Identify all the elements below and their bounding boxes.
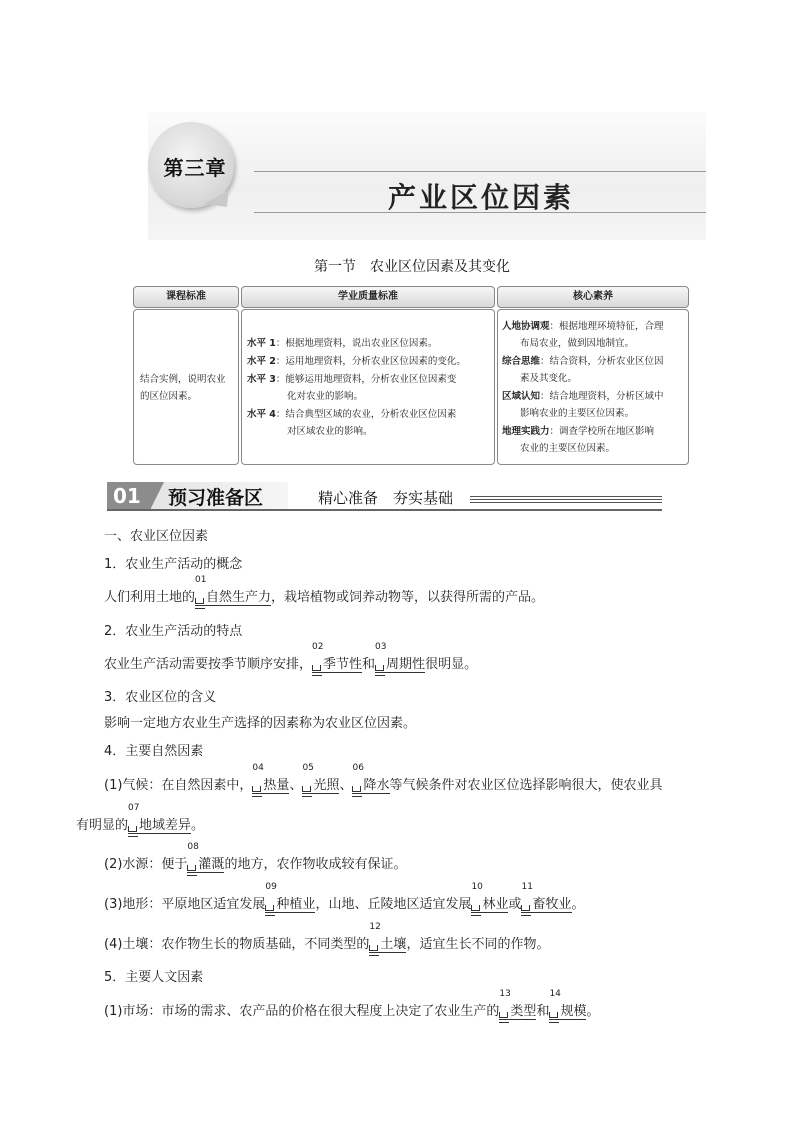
blank-marker-icon [549, 1012, 558, 1018]
literacy-cell [497, 309, 689, 465]
paragraph [104, 763, 663, 794]
literacy-text: ：调查学校所在地区影响 [549, 426, 655, 437]
literacy-label: 人地协调观 [502, 321, 550, 332]
fill-blank [369, 922, 407, 953]
blank-marker-underline [375, 675, 385, 676]
blank-marker-icon [128, 826, 137, 832]
blank-marker-icon [187, 865, 196, 871]
blank-answer: 热量 [263, 778, 290, 793]
section-title: 第一节 农业区位因素及其变化 [314, 259, 510, 275]
blank-marker-underline [369, 955, 379, 956]
paragraph [104, 882, 585, 913]
text-run: 很明显。 [425, 657, 478, 672]
blank-answer: 土壤 [380, 937, 407, 952]
blank-answer: 自然生产力 [206, 590, 272, 605]
text-run: 人们利用土地的 [104, 590, 196, 605]
header-literacy: 核心素养 [497, 286, 689, 308]
blank-number: 04 [252, 763, 264, 773]
preview-number: 01 [107, 482, 151, 510]
blank-number: 01 [195, 575, 207, 585]
quality-cell [241, 309, 495, 465]
literacy-text-cont: 素及其变化。 [520, 373, 578, 384]
text-run: 和 [362, 657, 376, 672]
fill-blank [521, 882, 572, 913]
text-run: (2)水源：便于 [104, 857, 188, 872]
text-run: 有明显的 [76, 818, 129, 833]
blank-answer: 季节性 [323, 657, 363, 672]
fill-blank [252, 763, 290, 794]
blank-marker-underline [499, 1022, 509, 1023]
literacy-item [502, 318, 664, 352]
preview-slant-shape [150, 482, 164, 510]
blank-number: 14 [549, 989, 561, 999]
blank-number: 11 [521, 882, 533, 892]
blank-number: 12 [369, 922, 381, 932]
blank-marker-underline [195, 608, 205, 609]
blank-marker-underline [471, 915, 481, 916]
blank-marker-underline [549, 1022, 559, 1023]
level-item [247, 371, 456, 405]
blank-number: 02 [312, 642, 324, 652]
subheading: 5．主要人文因素 [104, 970, 204, 985]
text-run: (4)土壤：农作物生长的物质基础，不同类型的 [104, 937, 370, 952]
blank-marker-icon [521, 905, 530, 911]
subheading: 2．农业生产活动的特点 [104, 624, 243, 639]
blank-marker-underline [252, 796, 262, 797]
blank-marker-icon [195, 598, 204, 604]
text-run: (1)市场：市场的需求、农产品的价格在很大程度上决定了农业生产的 [104, 1004, 500, 1019]
blank-answer: 林业 [482, 897, 509, 912]
blank-marker-icon [352, 786, 361, 792]
blank-number: 03 [375, 642, 387, 652]
literacy-item [502, 353, 664, 387]
blank-marker-underline [265, 915, 275, 916]
chapter-title: 产业区位因素 [388, 181, 575, 214]
level-label: 水平 3 [247, 374, 276, 385]
level-label: 水平 1 [247, 338, 276, 349]
text-run: 、 [289, 778, 303, 793]
level-text: ：根据地理资料，说出农业区位因素。 [275, 338, 438, 349]
curriculum-cell [133, 309, 239, 465]
text-run: 、 [339, 778, 353, 793]
blank-answer: 地域差异 [139, 818, 192, 833]
chapter-badge-label: 第三章 [163, 156, 227, 180]
fill-blank [187, 842, 225, 873]
level-text-cont: 化对农业的影响。 [287, 391, 364, 402]
level-item [247, 335, 437, 352]
blank-number: 05 [302, 763, 314, 773]
level-label: 水平 2 [247, 356, 276, 367]
text-run: 或 [508, 897, 522, 912]
preview-underline [107, 509, 662, 511]
text-run: 。 [571, 897, 585, 912]
text-run: 和 [536, 1004, 550, 1019]
level-item [247, 406, 456, 440]
literacy-text: ：结合资料，分析农业区位因 [540, 356, 664, 367]
blank-number: 09 [265, 882, 277, 892]
fill-blank [265, 882, 316, 913]
literacy-label: 区域认知 [502, 391, 541, 402]
fill-blank [128, 803, 192, 834]
fill-blank [375, 642, 426, 673]
blank-marker-underline [352, 796, 362, 797]
literacy-item [502, 423, 654, 457]
blank-answer: 降水 [363, 778, 390, 793]
subheading: 1．农业生产活动的概念 [104, 557, 243, 572]
subheading: 3．农业区位的含义 [104, 690, 217, 705]
blank-marker-icon [369, 945, 378, 951]
header-quality: 学业质量标准 [241, 286, 495, 308]
blank-marker-icon [252, 786, 261, 792]
preview-title: 预习准备区 [168, 487, 264, 509]
fill-blank [549, 989, 587, 1020]
paragraph [104, 575, 545, 606]
literacy-text-cont: 布局农业，做到因地制宜。 [520, 338, 635, 349]
banner-rule-top [254, 171, 706, 172]
text-run: (1)气候：在自然因素中， [104, 778, 253, 793]
text-run: ，栽培植物或饲养动物等，以获得所需的产品。 [271, 590, 545, 605]
fill-blank [312, 642, 363, 673]
blank-marker-underline [128, 836, 138, 837]
blank-answer: 畜牧业 [532, 897, 572, 912]
fill-blank [195, 575, 272, 606]
paragraph: 影响一定地方农业生产选择的因素称为农业区位因素。 [104, 716, 417, 731]
level-text: ：运用地理资料，分析农业区位因素的变化。 [275, 356, 466, 367]
preview-decor-lines [470, 496, 662, 505]
text-run: 。 [191, 818, 205, 833]
level-text-cont: 对区域农业的影响。 [287, 426, 373, 437]
literacy-label: 综合思维 [502, 356, 541, 367]
fill-blank [471, 882, 509, 913]
blank-number: 08 [187, 842, 199, 852]
text-run: 等气候条件对农业区位选择影响很大，使农业具 [389, 778, 663, 793]
blank-answer: 光照 [313, 778, 340, 793]
preview-subtitle: 精心准备 夯实基础 [318, 489, 454, 507]
literacy-label: 地理实践力 [502, 426, 550, 437]
blank-number: 07 [128, 803, 140, 813]
blank-marker-icon [471, 905, 480, 911]
literacy-text: ：结合地理资料，分析区域中 [540, 391, 664, 402]
blank-marker-underline [312, 675, 322, 676]
literacy-item [502, 388, 664, 422]
blank-answer: 类型 [510, 1004, 537, 1019]
fill-blank [302, 763, 340, 794]
blank-marker-icon [312, 665, 321, 671]
blank-marker-icon [265, 905, 274, 911]
subheading: 4．主要自然因素 [104, 744, 204, 759]
blank-marker-icon [499, 1012, 508, 1018]
text-run: 。 [586, 1004, 600, 1019]
paragraph [104, 842, 407, 873]
blank-answer: 规模 [560, 1004, 587, 1019]
text-run: ，适宜生长不同的作物。 [406, 937, 550, 952]
blank-number: 13 [499, 989, 511, 999]
fill-blank [499, 989, 537, 1020]
blank-marker-underline [187, 875, 197, 876]
fill-blank [352, 763, 390, 794]
blank-marker-icon [302, 786, 311, 792]
paragraph [104, 642, 478, 673]
header-curriculum: 课程标准 [133, 286, 239, 308]
blank-number: 06 [352, 763, 364, 773]
text-run: ，山地、丘陵地区适宜发展 [315, 897, 472, 912]
level-text: ：结合典型区域的农业，分析农业区位因素 [275, 409, 457, 420]
paragraph [104, 922, 550, 953]
paragraph [104, 989, 600, 1020]
literacy-text: ：根据地理环境特征，合理 [549, 321, 664, 332]
literacy-text-cont: 影响农业的主要区位因素。 [520, 408, 635, 419]
level-text: ：能够运用地理资料，分析农业区位因素变 [275, 374, 457, 385]
blank-answer: 种植业 [276, 897, 316, 912]
blank-answer: 周期性 [386, 657, 426, 672]
text-run: 的地方，农作物收成较有保证。 [224, 857, 407, 872]
level-label: 水平 4 [247, 409, 276, 420]
heading-1: 一、农业区位因素 [104, 529, 209, 544]
blank-marker-icon [375, 665, 384, 671]
blank-number: 10 [471, 882, 483, 892]
level-item [247, 353, 466, 370]
blank-marker-underline [521, 915, 531, 916]
literacy-text-cont: 农业的主要区位因素。 [520, 443, 616, 454]
blank-answer: 灌溉 [198, 857, 225, 872]
text-run: 农业生产活动需要按季节顺序安排， [104, 657, 313, 672]
text-run: (3)地形：平原地区适宜发展 [104, 897, 266, 912]
paragraph [76, 803, 205, 834]
blank-marker-underline [302, 796, 312, 797]
curriculum-line: 结合实例，说明农业 [140, 374, 226, 385]
curriculum-line: 的区位因素。 [140, 391, 198, 402]
